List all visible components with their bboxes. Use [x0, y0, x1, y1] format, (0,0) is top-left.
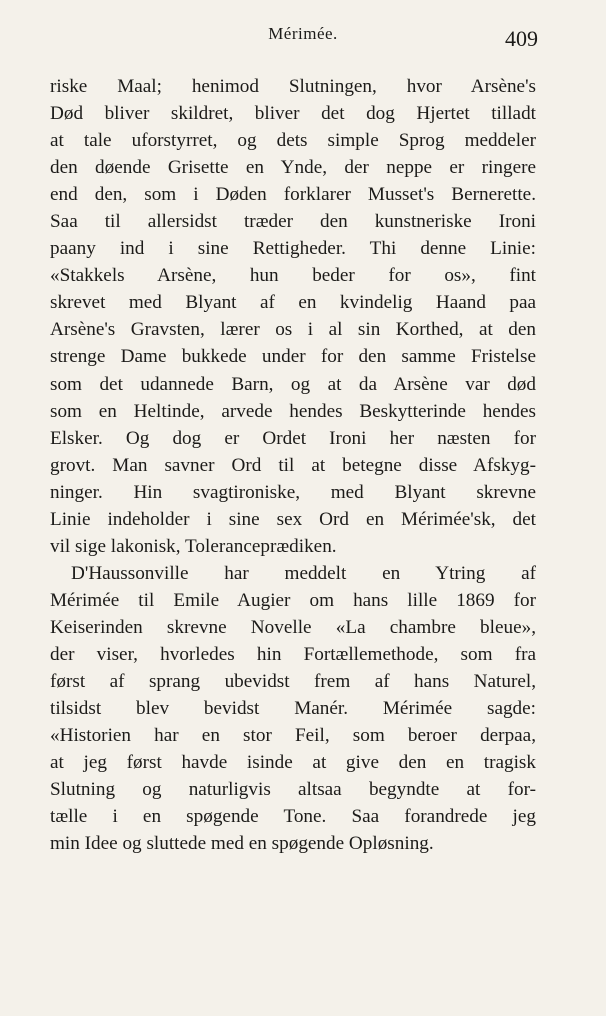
text-line: Elsker. Og dog er Ordet Ironi her næsten for — [50, 427, 536, 449]
text-line: «Stakkels Arsène, hun beder for os», fint — [50, 265, 536, 287]
text-line: tælle i en spøgende Tone. Saa forandrede jeg — [50, 806, 536, 828]
text-line: min Idee og sluttede med en spøgende Opløsning. — [50, 833, 434, 855]
text-line: som det udannede Barn, og at da Arsène var død — [50, 373, 536, 395]
text-line: Mérimée til Emile Augier om hans lille 1869 for — [50, 589, 536, 611]
text-line: som en Heltinde, arvede hendes Beskytterinde hendes — [50, 400, 536, 422]
text-line: Keiserinden skrevne Novelle «La chambre bleue», — [50, 616, 536, 638]
text-line: Linie indeholder i sine sex Ord en Mérimée'sk, det — [50, 508, 536, 530]
text-line: ninger. Hin svagtironiske, med Blyant skrevne — [50, 481, 536, 503]
page-header — [0, 22, 606, 52]
text-line: skrevet med Blyant af en kvindelig Haand paa — [50, 292, 536, 314]
text-line: Arsène's Gravsten, lærer os i al sin Korthed, at den — [50, 319, 536, 341]
text-line: først af sprang ubevidst frem af hans Naturel, — [50, 671, 536, 693]
text-line: Saa til allersidst træder den kunstneriske Ironi — [50, 211, 536, 233]
text-line: Død bliver skildret, bliver det dog Hjertet tilladt — [50, 103, 536, 125]
text-line: D'Haussonville har meddelt en Ytring af — [71, 562, 536, 584]
text-line: at tale uforstyrret, og dets simple Sprog meddeler — [50, 130, 536, 152]
text-line: at jeg først havde isinde at give den en tragisk — [50, 752, 536, 774]
body-text — [50, 73, 536, 857]
text-line: der viser, hvorledes hin Fortællemethode, som fra — [50, 643, 536, 665]
text-line: den døende Grisette en Ynde, der neppe er ringere — [50, 157, 536, 179]
running-head: Mérimée. — [268, 24, 338, 43]
text-line: strenge Dame bukkede under for den samme Fristelse — [50, 346, 536, 368]
text-line: paany ind i sine Rettigheder. Thi denne Linie: — [50, 238, 536, 260]
page-number: 409 — [505, 26, 538, 51]
text-line: end den, som i Døden forklarer Musset's Bernerette. — [50, 184, 536, 206]
text-line: «Historien har en stor Feil, som beroer derpaa, — [50, 725, 536, 747]
text-line: tilsidst blev bevidst Manér. Mérimée sagde: — [50, 698, 536, 720]
text-line: Slutning og naturligvis altsaa begyndte at for- — [50, 779, 536, 801]
text-line: riske Maal; henimod Slutningen, hvor Arsène's — [50, 76, 536, 97]
text-line: grovt. Man savner Ord til at betegne disse Afskyg- — [50, 454, 536, 476]
text-line: vil sige lakonisk, Toleranceprædiken. — [50, 535, 337, 557]
